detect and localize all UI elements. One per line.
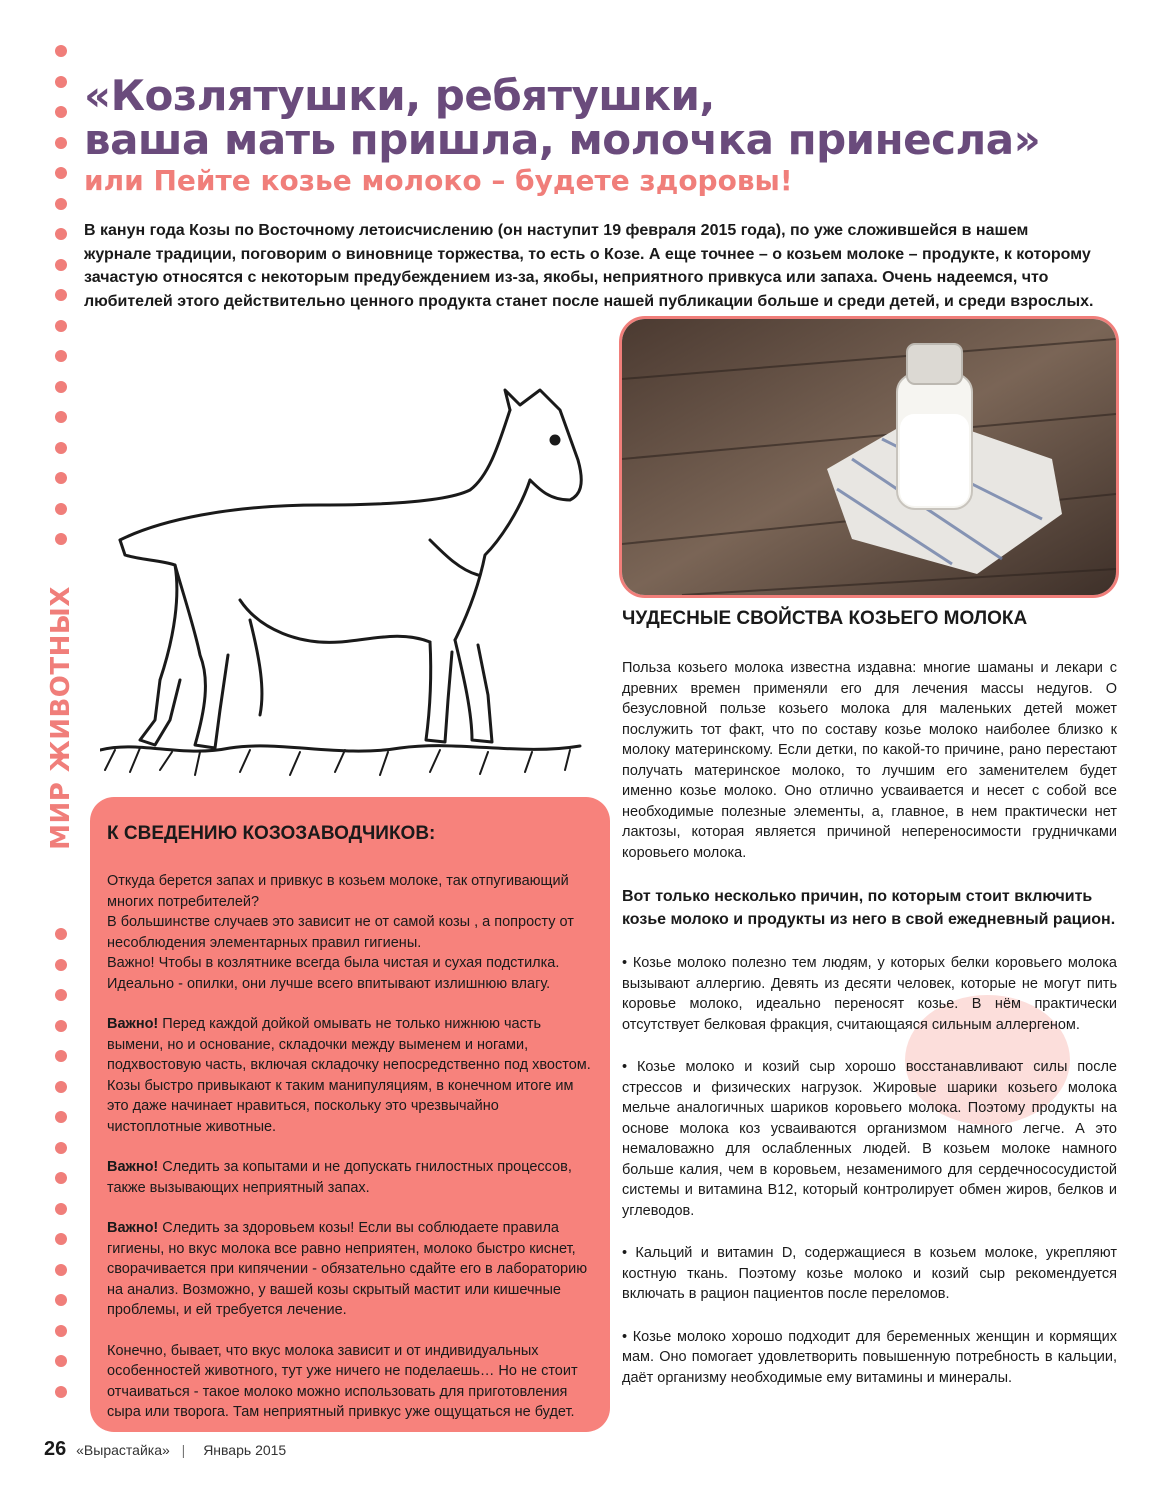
info-tip-bedding: Важно! Чтобы в козлятнике всегда была чистая и сухая подстилка. Идеально - опилки, они лучше всего впитывают излишнюю влагу. [107,955,560,992]
dot-column-top [55,45,69,564]
important-label: Важно! [107,1016,159,1032]
info-answer: В большинстве случаев это зависит не от самой козы , а попросту от несоблюдения элементарных правил гигиены. [107,914,574,951]
reason-recovery: • Козье молоко и козий сыр хорошо восстанавливают силы после стрессов и физических нагрузок. Жировые шарики козьего молока мельче аналогичных шариков коровьего молока. Поэтому продукты на основе молока коз усваиваются организмом намного легче. А это немаловажно для ослабленных людей. В козьем молоке намного больше калия, чем в коровьем, незаменимого для сердечнососудистой системы и витамина В12, который контролирует обмен жиров, белков и углеводов. [622,1059,1117,1219]
info-tip-washing: Важно! Перед каждой дойкой омывать не только нижнюю часть вымени, но и основание, складочки между выменем и ногами, подхвостовую часть, включая складочку непосредственно под хвостом. Козы быстро привыкают к таким манипуляциям, в конечном итоге им это даже начинает нравиться, поскольку это чрезвычайно чистоплотные животные. [107,1016,591,1135]
article-title [84,71,1084,164]
issue-date: Январь 2015 [203,1442,287,1458]
milk-photo [619,316,1119,598]
page-number: 26 [44,1438,67,1460]
important-label: Важно! [107,1159,159,1175]
info-box-heading: К СВЕДЕНИЮ КОЗОЗАВОДЧИКОВ: [107,823,436,844]
important-label: Важно! [107,1220,159,1236]
info-tip-hooves: Важно! Следить за копытами и не допускать гнилостных процессов, также вызывающих неприятный запах. [107,1159,572,1196]
info-question: Откуда берется запах и привкус в козьем молоке, так отпугивающий многих потребителей? [107,873,569,910]
title-line-2: ваша мать пришла, молочка принесла» [84,115,1041,164]
reason-pregnancy: • Козье молоко хорошо подходит для беременных женщин и кормящих мам. Оно помогает удовлетворить повышенную потребность в кальции, даёт организму необходимые ему витамины и минералы. [622,1328,1117,1386]
magazine-name: «Вырастайка» [76,1442,170,1458]
info-box-text [107,871,594,994]
reasons-intro: Вот только несколько причин, по которым стоит включить козье молоко и продукты из него в свой ежедневный рацион. [622,888,1116,928]
breeders-info-box [90,797,610,1432]
properties-section [622,607,1117,1410]
reason-calcium: • Кальций и витамин D, содержащиеся в козьем молоке, укрепляют костную ткань. Поэтому козье молоко и козий сыр рекомендуется включать в рацион пациентов после переломов. [622,1245,1117,1302]
milk-bottle-image [622,319,1116,595]
page-footer [44,1438,286,1461]
goat-illustration [100,380,610,790]
footer-separator: | [181,1442,186,1458]
title-line-1: «Козлятушки, ребятушки, [84,71,715,120]
section-label: МИР ЖИВОТНЫХ [46,585,76,850]
info-tip-health: Важно! Следить за здоровьем козы! Если вы соблюдаете правила гигиены, но вкус молока все равно неприятен, молоко быстро киснет, сворачивается при кипячении - обязательно сдайте его в лабораторию на анализ. Возможно, у вашей козы скрытый мастит или кишечные проблемы, и ей требуется лечение. [107,1220,588,1318]
properties-paragraph: Польза козьего молока известна издавна: многие шаманы и лекари с древних времен применяли его для лечения массы недугов. О безусловной пользе козьего молока для маленьких детей может послужить тот факт, что по составу козье молоко наиболее близко к молоку материнскому. Если детки, по какой-то причине, рано перестают получать материнское молоко, то лучшим его заменителем будет именно козье молоко. Оно отлично усваивается и несет с собой все необходимые полезные элементы, а, главное, в нем практически нет лактозы, которая является причиной непереносимости грудничками коровьего молока. [622,660,1117,861]
reason-allergy: • Козье молоко полезно тем людям, у которых белки коровьего молока вызывают аллергию. Девять из десяти человек, которые не могут пить коровье молоко, идеально переносят козье. В нём практически отсутствует белковая фракция, считающаяся сильным аллергеном. [622,955,1117,1033]
info-conclusion: Конечно, бывает, что вкус молока зависит и от индивидуальных особенностей животного, тут уже ничего не поделаешь… Но не стоит отчаиваться - такое молоко можно использовать для приготовления сыра или творога. Там неприятный привкус уже ощущаться не будет. [107,1342,578,1420]
intro-paragraph: В канун года Козы по Восточному летоисчислению (он наступит 19 февраля 2015 года), по уже сложившейся в нашем журнале традиции, поговорим о виновнице торжества, то есть о Козе. А еще точнее – о козьем молоке – продукте, к которому зачастую относятся с некоторым предубеждением из-за, якобы, неприятного привкуса или запаха. Очень надеемся, что любителей этого действительно ценного продукта станет после нашей публикации больше и среди детей, и среди взрослых. [84,222,1094,310]
dot-column-bottom [55,928,69,1416]
properties-heading: ЧУДЕСНЫЕ СВОЙСТВА КОЗЬЕГО МОЛОКА [622,608,1028,629]
article-subtitle: или Пейте козье молоко – будете здоровы! [84,164,793,197]
